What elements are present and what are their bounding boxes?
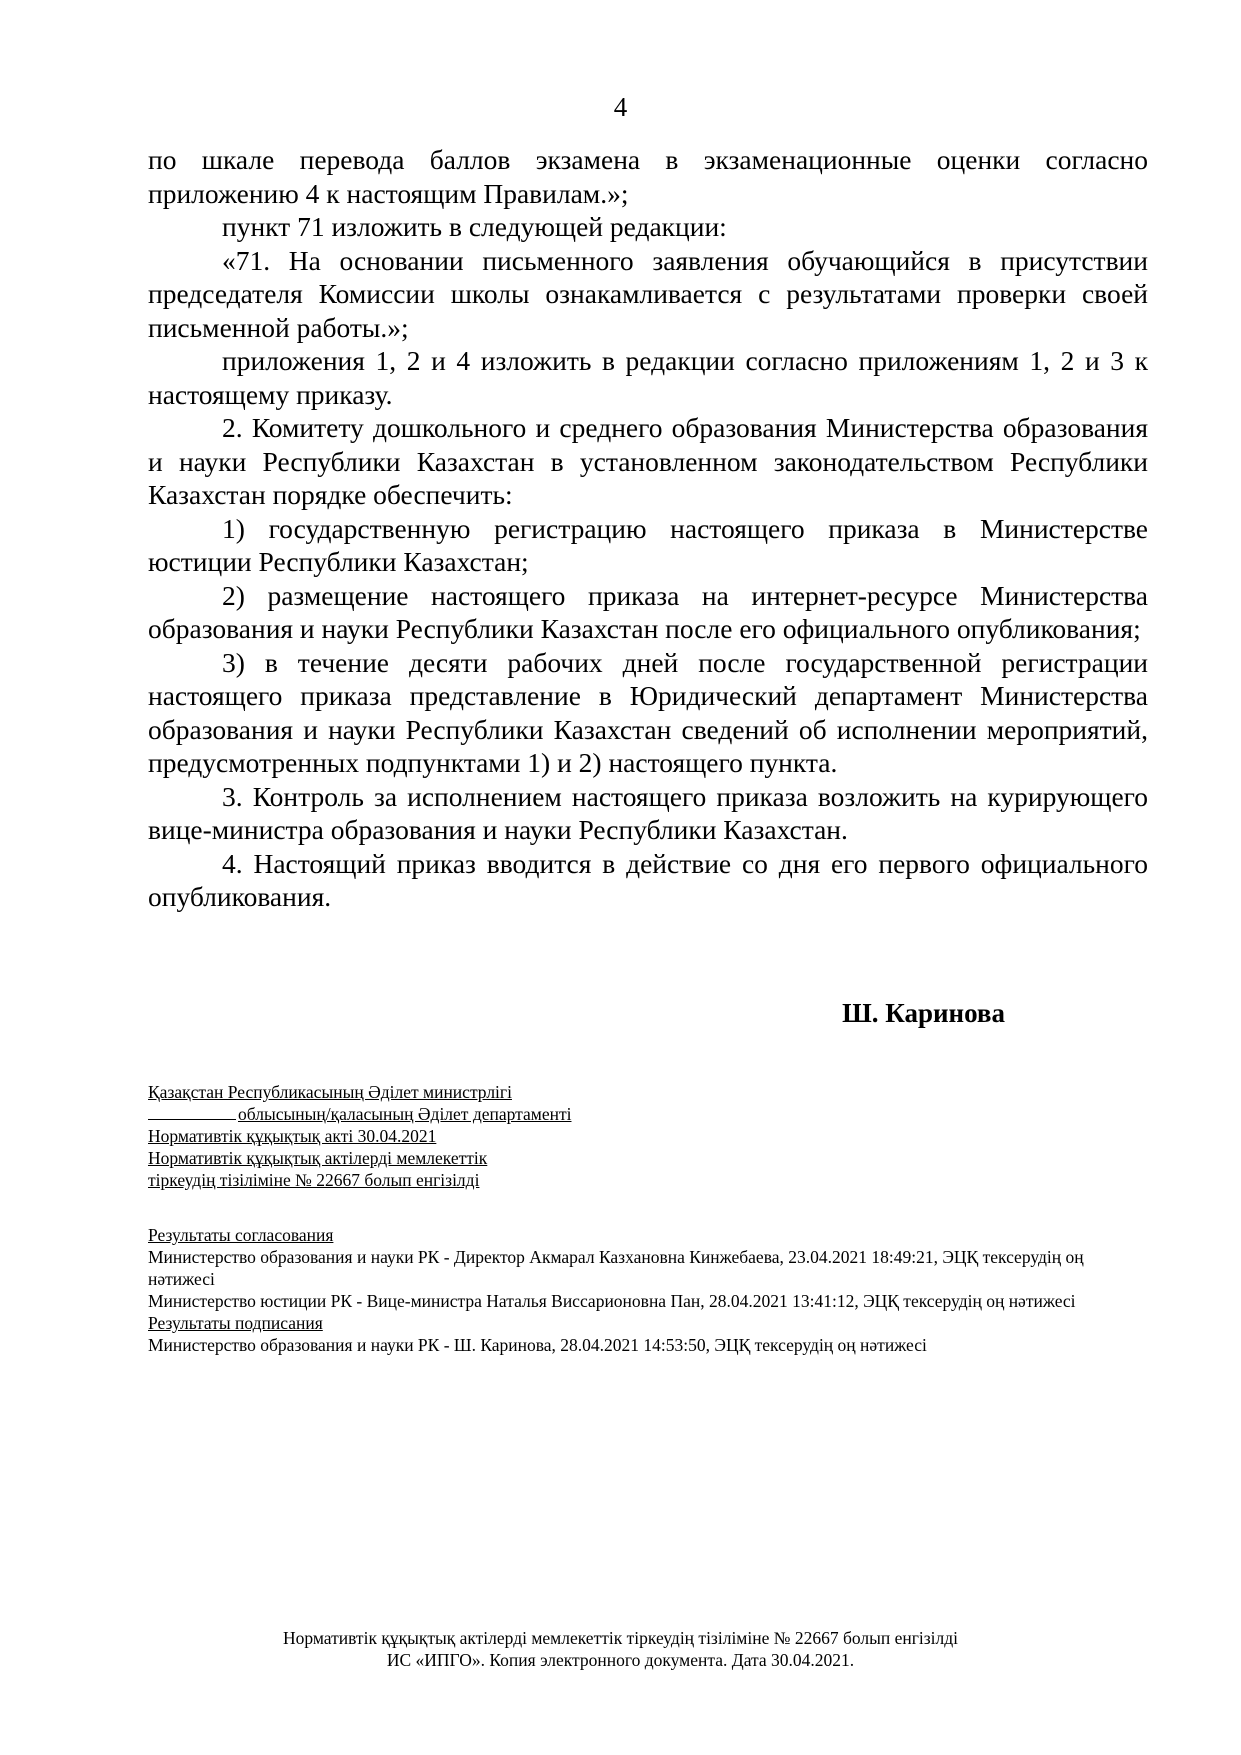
document-body bbox=[148, 143, 1148, 914]
paragraph: «71. На основании письменного заявления обучающийся в присутствии председателя Комиссии школы ознакамливается с результатами проверки своей письменной работы.»; bbox=[148, 244, 1148, 343]
paragraph: приложения 1, 2 и 4 изложить в редакции согласно приложениям 1, 2 и 3 к настоящему приказу. bbox=[148, 345, 1148, 410]
footer-line: Нормативтік құқықтық актілерді мемлекеттік тіркеудің тізіліміне № 22667 болып енгізілді bbox=[282, 1628, 959, 1648]
stamp-line-with-blank bbox=[148, 1103, 1148, 1125]
stamp-line: облысының/қаласының Әділет департаменті bbox=[238, 1104, 572, 1124]
paragraph: пункт 71 изложить в следующей редакции: bbox=[222, 211, 727, 242]
approval-entry: Министерство образования и науки РК - Директор Акмарал Казхановна Кинжебаева, 23.04.2021 18:49:21, ЭЦҚ тексерудің оң нәтижесі bbox=[148, 1247, 1084, 1289]
paragraph: по шкале перевода баллов экзамена в экзаменационные оценки согласно приложению 4 к настоящим Правилам.»; bbox=[148, 144, 1148, 209]
approval-results bbox=[148, 1224, 1148, 1356]
paragraph: 2. Комитету дошкольного и среднего образования Министерства образования и науки Республики Казахстан в установленном законодательством Республики Казахстан порядке обеспечить: bbox=[148, 412, 1148, 510]
signing-heading: Результаты подписания bbox=[148, 1313, 323, 1333]
stamp-line: тіркеудің тізіліміне № 22667 болып енгізілді bbox=[148, 1170, 480, 1190]
signature-name: Ш. Каринова bbox=[842, 998, 1005, 1028]
paragraph: 4. Настоящий приказ вводится в действие со дня его первого официального опубликования. bbox=[148, 847, 1148, 912]
stamp-line: Қазақстан Республикасының Әділет министрлігі bbox=[148, 1082, 512, 1102]
paragraph: 3. Контроль за исполнением настоящего приказа возложить на курирующего вице-министра образования и науки Республики Казахстан. bbox=[148, 780, 1148, 845]
approval-heading: Результаты согласования bbox=[148, 1225, 334, 1245]
approval-entry: Министерство юстиции РК - Вице-министра Наталья Виссарионовна Пан, 28.04.2021 13:41:12, ЭЦҚ тексерудің оң нәтижесі bbox=[148, 1291, 1076, 1311]
stamp-line: Нормативтік құқықтық акті 30.04.2021 bbox=[148, 1126, 437, 1146]
blank-field bbox=[148, 1105, 236, 1120]
page-number: 4 bbox=[613, 92, 628, 122]
stamp-line: Нормативтік құқықтық актілерді мемлекеттік bbox=[148, 1148, 488, 1168]
registration-stamp bbox=[148, 1081, 1148, 1191]
paragraph: 1) государственную регистрацию настоящего приказа в Министерстве юстиции Республики Казахстан; bbox=[148, 512, 1148, 577]
signing-entry: Министерство образования и науки РК - Ш. Каринова, 28.04.2021 14:53:50, ЭЦҚ тексерудің оң нәтижесі bbox=[148, 1335, 927, 1355]
paragraph: 3) в течение десяти рабочих дней после государственной регистрации настоящего приказа представление в Юридический департамент Министерства образования и науки Республики Казахстан сведений об исполнении мероприятий, предусмотренных подпунктами 1) и 2) настоящего пункта. bbox=[148, 646, 1148, 778]
page-footer bbox=[0, 1627, 1241, 1671]
footer-line: ИС «ИПГО». Копия электронного документа. Дата 30.04.2021. bbox=[386, 1650, 855, 1670]
paragraph: 2) размещение настоящего приказа на интернет-ресурсе Министерства образования и науки Республики Казахстан после его официального опубликования; bbox=[148, 579, 1148, 644]
